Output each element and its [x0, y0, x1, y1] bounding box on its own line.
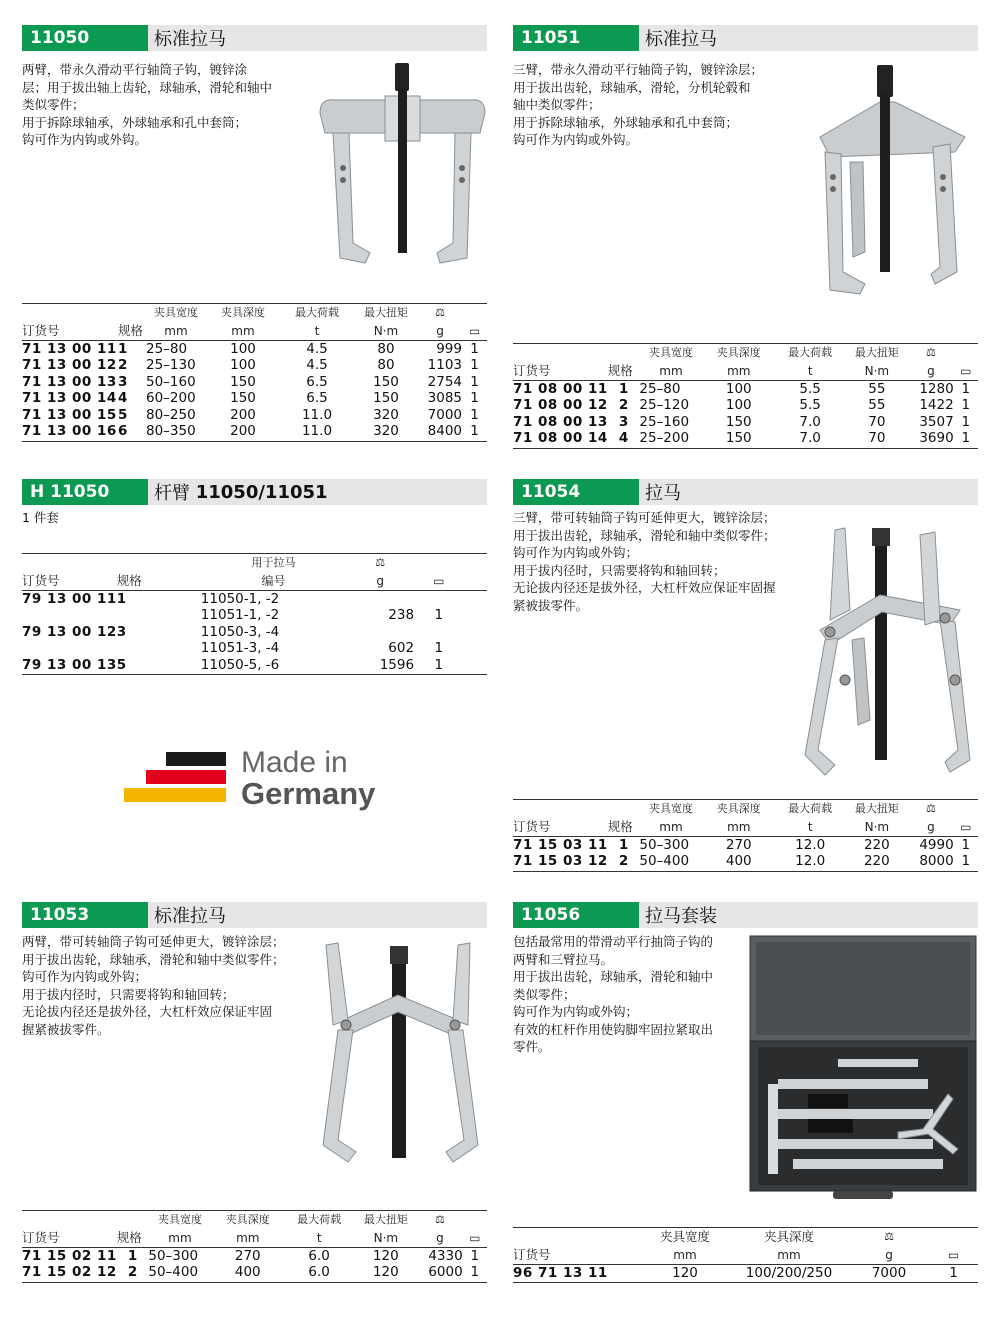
table-row: 71 08 00 13 3 25–160 150 7.0 70 3507 1: [513, 413, 971, 430]
two-arm-puller-image: [315, 58, 490, 268]
table-top-rule: [22, 553, 487, 554]
table-row: 71 15 02 11 1 50–300 270 6.0 120 4330 1: [22, 1247, 480, 1264]
subtitle-h11050: 1 件套: [22, 510, 59, 525]
spec-table-11056: 夹具宽度 夹具深度 ⚖ 订货号 mm mm g ▭ 96 71 13 11 120 100/200/250 7000 1: [513, 1230, 978, 1283]
scale-icon: ⚖: [884, 1230, 894, 1243]
table-row: 79 13 00 11 1 11050-1, -2: [22, 590, 280, 607]
package-icon: ▭: [414, 570, 463, 590]
flag-stripe-black: [166, 752, 226, 766]
germany-text: Germany: [241, 776, 376, 811]
package-icon: ▭: [954, 816, 978, 836]
spec-table-11054: 夹具宽度 夹具深度 最大荷载 最大扭矩 ⚖ 订货号 规格 mm mm t N·m g ▭ 71 15 03 11 1 50–300 270 12.0 220 4990 1 71 15 03 12 2 50–400 400 12.0 220 8000 1: [513, 802, 978, 872]
product-title: 标准拉马: [645, 29, 717, 50]
table-row: 71 08 00 14 4 25–200 150 7.0 70 3690 1: [513, 430, 978, 448]
scale-icon: ⚖: [435, 1213, 445, 1226]
table-row: 71 15 03 12 2 50–400 400 12.0 220 8000 1: [513, 853, 978, 871]
flag-stripe-gold: [124, 788, 226, 802]
description-11050: 两臂，带永久滑动平行轴筒子钩，镀锌涂 层；用于拔出轴上齿轮，球轴承，滑轮和轴中 类似零件； 用于拆除球轴承，外球轴承和孔中套筒； 钩可作为内钩或外钩。: [22, 62, 273, 147]
spec-table-11051: 夹具宽度 夹具深度 最大荷载 最大扭矩 ⚖ 订货号 规格 mm mm t N·m g ▭ 71 08 00 11 1 25–80 100 5.5 55 1280 1 71 08 00 12 2 25–120 100 5.5 55 1422 1 71 08 00 13 3 25–160 150 7.0 70 3507 1 71 08 00 14 4 25–200 150 7.0 70 3690 1: [513, 346, 978, 449]
section-h11050: [22, 479, 487, 505]
section-11056: [513, 902, 978, 928]
section-11051: [513, 25, 978, 51]
product-code: 11054: [513, 479, 639, 505]
product-code: 11056: [513, 902, 639, 928]
spec-table-11050: 夹具宽度 夹具深度 最大荷载 最大扭矩 ⚖ 订货号 规格 mm mm t N·m g ▭ 71 13 00 11 1 25–80 100 4.5 80 999 1 71 13 00 12 2 25–130 100 4.5 80 1103 1 71 13 00 13 3 50–160 150 6.5 150 2754 1 71 13 00 14 4 60–200 150 6.5 150 3085 1 71 13 00 15 5 80–250 200 11.0 320 7000 1 71 13 00 16 6 80–350 200 11.0 320 8400 1: [22, 306, 487, 442]
section-11054: [513, 479, 978, 505]
package-icon: ▭: [462, 320, 487, 340]
made-in-text: Made in: [241, 746, 348, 779]
package-icon: ▭: [954, 360, 978, 380]
scale-icon: ⚖: [435, 306, 445, 319]
scale-icon: ⚖: [926, 802, 936, 815]
spec-table-h11050: 用于拉马 ⚖ 订货号 规格 编号 g ▭ 79 13 00 11 1 11050-1, -2 11051-1, -2 238 1 79 13 00 12 3 11050-3, -4 11051-3, -4 602 1 79 13 00 13 5 11050-5, -6 1596 1: [22, 556, 487, 675]
table-row: 71 13 00 11 1 25–80 100 4.5 80 999 1: [22, 340, 479, 357]
table-row: 71 08 00 11 1 25–80 100 5.5 55 1280 1: [513, 380, 971, 397]
table-top-rule: [513, 1227, 978, 1228]
table-row: 96 71 13 11 120 100/200/250 7000 1: [513, 1264, 978, 1283]
description-11054: 三臂，带可转轴筒子钩可延伸更大，镀锌涂层； 用于拔出齿轮，球轴承，滑轮和轴中类似零件； 钩可作为内钩或外钩； 用于拔内径时，只需要将钩和轴回转； 无论拔内径还是拔外径，大杠杆效应保证牢固握 紧被拔零件。: [513, 510, 776, 613]
section-header: [22, 902, 487, 928]
flag-stripe-red: [146, 770, 226, 784]
package-icon: ▭: [929, 1244, 978, 1264]
table-top-rule: [513, 799, 978, 800]
scale-icon: ⚖: [375, 556, 386, 569]
table-row: 79 13 00 12 3 11050-3, -4: [22, 623, 280, 640]
section-header: [22, 25, 487, 51]
table-row: 71 13 00 13 3 50–160 150 6.5 150 2754 1: [22, 373, 479, 390]
section-header: [513, 479, 978, 505]
product-code: H 11050: [22, 479, 148, 505]
scale-icon: ⚖: [926, 346, 936, 359]
table-row: 71 08 00 12 2 25–120 100 5.5 55 1422 1: [513, 397, 971, 413]
section-header: [513, 25, 978, 51]
product-title: 标准拉马: [154, 906, 226, 927]
description-11056: 包括最常用的带滑动平行抽筒子钩的 两臂和三臂拉马。 用于拔出齿轮，球轴承，滑轮和轴中 类似零件； 钩可作为内钩或外钩； 有效的杠杆作用使钩脚牢固拉紧取出 零件。: [513, 934, 714, 1054]
product-title: 拉马: [645, 483, 681, 504]
product-code: 11051: [513, 25, 639, 51]
table-row: 71 15 03 11 1 50–300 270 12.0 220 4990 1: [513, 836, 971, 853]
puller-set-case-image: [748, 934, 978, 1204]
made-in-germany-badge: [124, 748, 394, 810]
section-header: [22, 479, 487, 505]
product-title: 杆臂 11050/11051: [154, 481, 328, 504]
product-title: 拉马套装: [645, 906, 717, 927]
package-icon: ▭: [463, 1227, 487, 1247]
section-11053: [22, 902, 487, 928]
table-row: 71 15 02 12 2 50–400 400 6.0 120 6000 1: [22, 1264, 487, 1282]
two-arm-swivel-puller-image: [318, 940, 483, 1170]
product-title: 标准拉马: [154, 29, 226, 50]
table-row: 79 13 00 13 5 11050-5, -6 1596 1: [22, 657, 487, 675]
three-arm-swivel-puller-image: [800, 520, 985, 782]
three-arm-puller-image: [805, 62, 977, 302]
product-code: 11053: [22, 902, 148, 928]
table-row: 11051-3, -4 602 1: [200, 640, 444, 656]
section-header: [513, 902, 978, 928]
spec-table-11053: 夹具宽度 夹具深度 最大荷载 最大扭矩 ⚖ 订货号 规格 mm mm t N·m g ▭ 71 15 02 11 1 50–300 270 6.0 120 4330 1 71 15 02 12 2 50–400 400 6.0 120 6000 1: [22, 1213, 487, 1283]
table-row: 11051-1, -2 238 1: [200, 607, 444, 623]
table-top-rule: [513, 343, 978, 344]
description-11053: 两臂，带可转轴筒子钩可延伸更大，镀锌涂层； 用于拔出齿轮，球轴承，滑轮和轴中类似零件； 钩可作为内钩或外钩； 用于拔内径时，只需要将钩和轴回转； 无论拔内径还是拔外径，大杠杆效应保证牢固 握紧被拔零件。: [22, 934, 285, 1037]
table-top-rule: [22, 1210, 487, 1211]
table-top-rule: [22, 303, 487, 304]
table-row: 71 13 00 14 4 60–200 150 6.5 150 3085 1: [22, 390, 479, 406]
section-11050: [22, 25, 487, 51]
product-code: 11050: [22, 25, 148, 51]
table-row: 71 13 00 15 5 80–250 200 11.0 320 7000 1: [22, 406, 479, 423]
table-row: 71 13 00 12 2 25–130 100 4.5 80 1103 1: [22, 357, 479, 373]
description-11051: 三臂，带永久滑动平行轴筒子钩，镀锌涂层； 用于拔出齿轮，球轴承，滑轮，分机轮毂和 轴中类似零件； 用于拆除球轴承，外球轴承和孔中套筒； 钩可作为内钩或外钩。: [513, 62, 764, 147]
table-row: 71 13 00 16 6 80–350 200 11.0 320 8400 1: [22, 423, 487, 441]
